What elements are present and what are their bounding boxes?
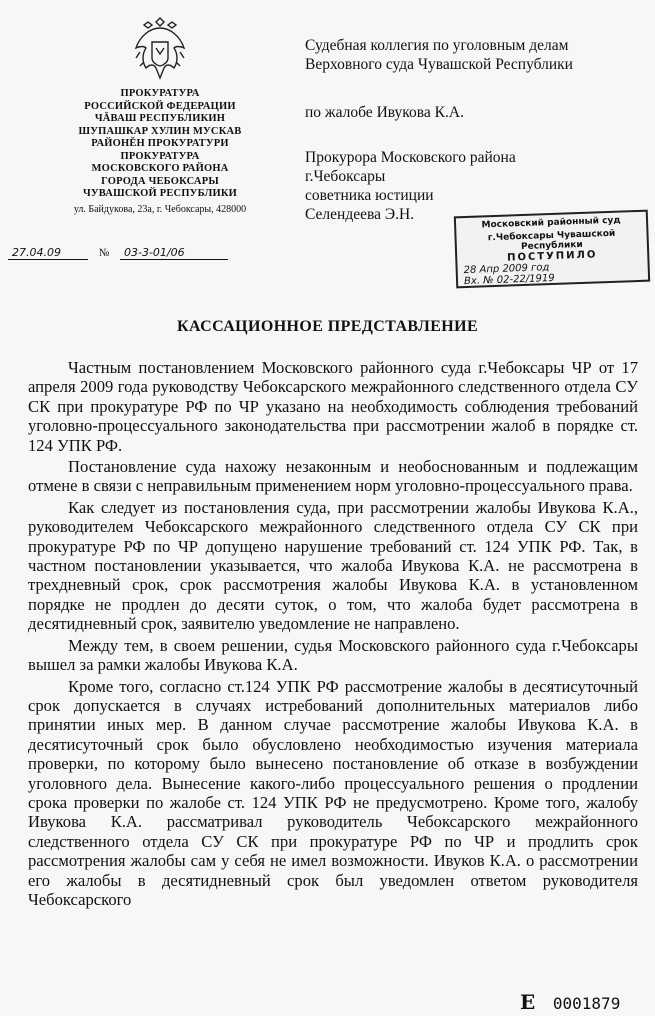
stamp-court-city: г.Чебоксары Чувашской Республики bbox=[487, 228, 616, 253]
coat-of-arms-emblem bbox=[130, 12, 190, 84]
body-paragraph: Между тем, в своем решении, судья Московского районного суда г.Чебоксары вышел за рамки жалобы Ивукова К.А. bbox=[28, 635, 638, 675]
addressee-court bbox=[305, 36, 573, 74]
letterhead-line: ЧУВАШСКОЙ РЕСПУБЛИКИ bbox=[82, 188, 238, 199]
body-paragraph: Как следует из постановления суда, при рассмотрении жалобы Ивукова К.А., руководителем Чебоксарского межрайонного следственного отдела СУ СК при прокуратуре РФ по ЧР допущено нарушение требований ст. 124 УПК РФ. Так, в частном постановлении указывается, что жалоба Ивукова К.А. не рассмотрена в трехдневный срок, срок рассмотрения жалобы Ивукова К.А. в установленном порядке не продлен до десяти суток, о том, что жалоба будет рассмотрена в десятидневный срок, заявителю уведомление не направлено. bbox=[28, 497, 638, 634]
letterhead-line: РОССИЙСКОЙ ФЕДЕРАЦИИ bbox=[84, 100, 236, 112]
sender-line: советника юстиции bbox=[305, 187, 434, 204]
stamp-received: ПОСТУПИЛО bbox=[506, 249, 598, 264]
outgoing-number: 03-3-01/06 bbox=[120, 246, 228, 260]
letterhead-address: ул. Байдукова, 23а, г. Чебоксары, 428000 bbox=[73, 203, 247, 215]
body-paragraph: Частным постановлением Московского районного суда г.Чебоксары ЧР от 17 апреля 2009 года руководству Чебоксарского межрайонного следственного отдела СУ СК при прокуратуре РФ по ЧР указано на необходимость соблюдения требований уголовно-процессуального законодательства при рассмотрении жалоб в порядке ст. 124 УПК РФ. bbox=[28, 358, 638, 455]
number-sign: № bbox=[98, 247, 110, 259]
body-paragraph: Кроме того, согласно ст.124 УПК РФ рассмотрение жалобы в десятисуточный срок допускается в случаях истребований дополнительных материалов либо принятии иных мер. В данном случае рассмотрение жалобы Ивукова К.А. в десятисуточный срок было обусловлено необходимостью изучения материала проверки, по которому было вынесено постановление об отказе в возбуждении уголовного дела. Вынесение какого-либо процессуального решения о продлении срока проверки по жалобе ст. 124 УПК РФ не предусмотрено. Кроме того, жалобу Ивукова К.А. рассматривал руководитель Чебоксарского межрайонного следственного отдела СУ СК при прокуратуре РФ по ЧР и продлить срок рассмотрения жалобы сам у себя не имел возможности. Ивуков К.А. о рассмотрении его жалобы в десятидневный срок был уведомлен ответом руководителя Чебоксарского bbox=[28, 676, 638, 909]
sender-line: Селендеева Э.Н. bbox=[305, 206, 415, 223]
form-serial-number bbox=[520, 990, 620, 1014]
stamp-incoming-number: Вх. № 02-22/1919 bbox=[463, 272, 555, 288]
addressee-line: Верховного суда Чувашской Республики bbox=[305, 56, 573, 73]
received-stamp bbox=[454, 210, 650, 289]
addressee-line: Судебная коллегия по уголовным делам bbox=[305, 37, 569, 54]
sender-block bbox=[305, 148, 516, 224]
letterhead-line: ШУПАШКАР ХУЛИН МУСКАВ bbox=[78, 125, 242, 137]
letterhead-line: МОСКОВСКОГО РАЙОНА bbox=[91, 163, 229, 174]
letterhead bbox=[40, 12, 280, 215]
body-paragraph: Постановление суда нахожу незаконным и необоснованным и подлежащим отмене в связи с неправильным применением норм уголовно-процессуального права. bbox=[28, 457, 638, 496]
letterhead-line: РАЙОНĔН ПРОКУРАТУРИ bbox=[91, 138, 229, 149]
document-title: КАССАЦИОННОЕ ПРЕДСТАВЛЕНИЕ bbox=[176, 318, 479, 335]
serial-digits: 0001879 bbox=[552, 994, 621, 1013]
stamp-date: 28 Апр 2009 год bbox=[463, 262, 550, 277]
letterhead-line: ПРОКУРАТУРА bbox=[120, 88, 200, 99]
serial-letter: Е bbox=[520, 990, 536, 1014]
outgoing-reference bbox=[8, 246, 268, 260]
stamp-court-name: Московский районный суд bbox=[481, 215, 621, 231]
letterhead-line: ЧĂВАШ РЕСПУБЛИКИН bbox=[94, 113, 226, 124]
complaint-reference: по жалобе Ивукова К.А. bbox=[305, 104, 464, 121]
letterhead-line: ГОРОДА ЧЕБОКСАРЫ bbox=[101, 175, 219, 187]
sender-line: Прокурора Московского района bbox=[305, 149, 516, 166]
sender-line: г.Чебоксары bbox=[305, 168, 386, 185]
letterhead-line: ПРОКУРАТУРА bbox=[120, 150, 200, 162]
document-body bbox=[28, 358, 638, 911]
outgoing-date: 27.04.09 bbox=[8, 246, 88, 260]
